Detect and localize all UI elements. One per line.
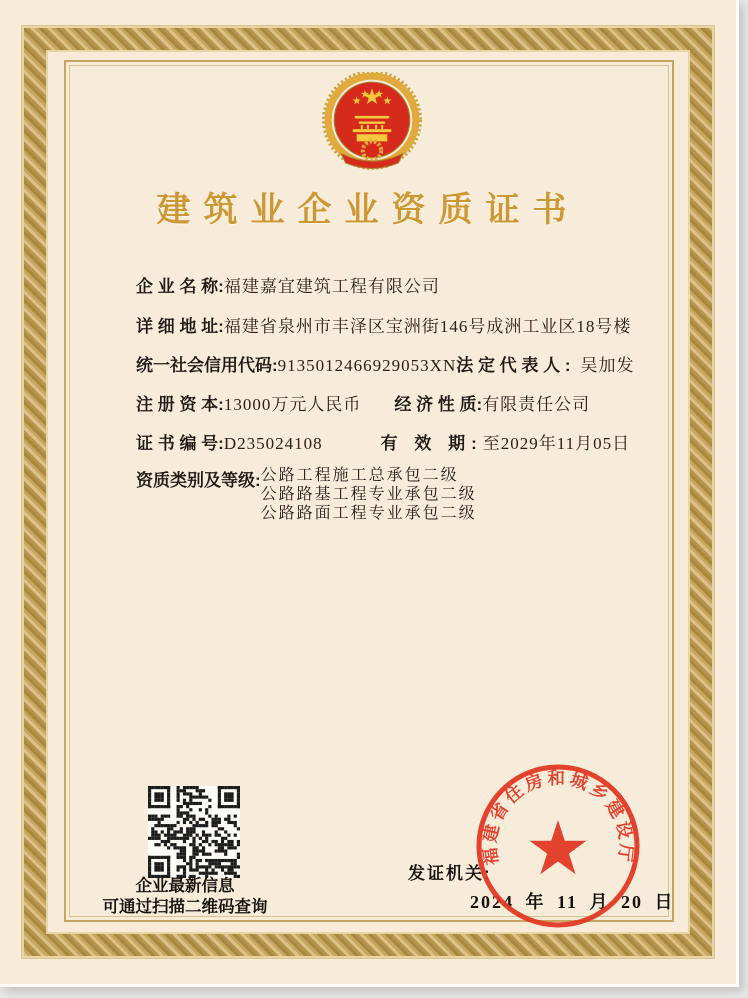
issuing-authority-label: 发证机关: [408, 864, 492, 883]
qualification-item: 公路工程施工总承包二级 [260, 467, 459, 484]
field-label: 企 业 名 称: [136, 277, 224, 296]
field-value2: 至2029年11月05日 [482, 434, 631, 453]
field-value: 福建嘉宜建筑工程有限公司 [223, 277, 440, 296]
field-label: 统一社会信用代码: [136, 356, 278, 375]
certificate-title: 建筑业企业资质证书 [156, 190, 580, 230]
field-value: 13000万元人民币 [223, 395, 362, 414]
field-address [136, 312, 631, 337]
field-cert-number-and-validity [136, 429, 630, 454]
china-national-emblem-icon [316, 72, 428, 174]
field-label: 证 书 编 号: [136, 434, 224, 453]
field-label2: 法 定 代 表 人 : [456, 356, 571, 375]
qualification-list [261, 466, 477, 523]
field-label: 详 细 地 址: [136, 317, 224, 336]
field-capital-and-nature [136, 390, 590, 415]
qualification-item: 公路路面工程专业承包二级 [260, 505, 477, 522]
field-value: D235024108 [223, 434, 323, 453]
qr-caption [92, 876, 278, 918]
field-value2: 吴加发 [580, 356, 635, 375]
qr-caption-line1: 企业最新信息 [135, 877, 235, 895]
field-value2: 有限责任公司 [482, 395, 591, 414]
field-label: 注 册 资 本: [136, 395, 224, 414]
qualification-item: 公路路基工程专业承包二级 [260, 486, 477, 503]
official-red-seal [462, 750, 654, 942]
field-value: 福建省泉州市丰泽区宝洲街146号成洲工业区18号楼 [223, 317, 632, 336]
qr-code-image [148, 786, 240, 878]
field-label2: 经 济 性 质: [394, 395, 483, 414]
field-label2: 有 效 期: [380, 434, 483, 453]
seal-text: 福建省住房和城乡建设厅 [480, 769, 636, 867]
qr-caption-line2: 可通过扫描二维码查询 [102, 898, 268, 916]
qr-code [148, 786, 240, 878]
issue-date: 2024 年 11 月 20 日 [470, 892, 675, 912]
field-credit-code-and-legal-rep [136, 351, 635, 376]
field-label: 资质类别及等级: [136, 471, 261, 490]
field-value: 9135012466929053XN [277, 356, 457, 375]
field-company-name [136, 272, 440, 297]
field-qualifications [136, 466, 477, 523]
